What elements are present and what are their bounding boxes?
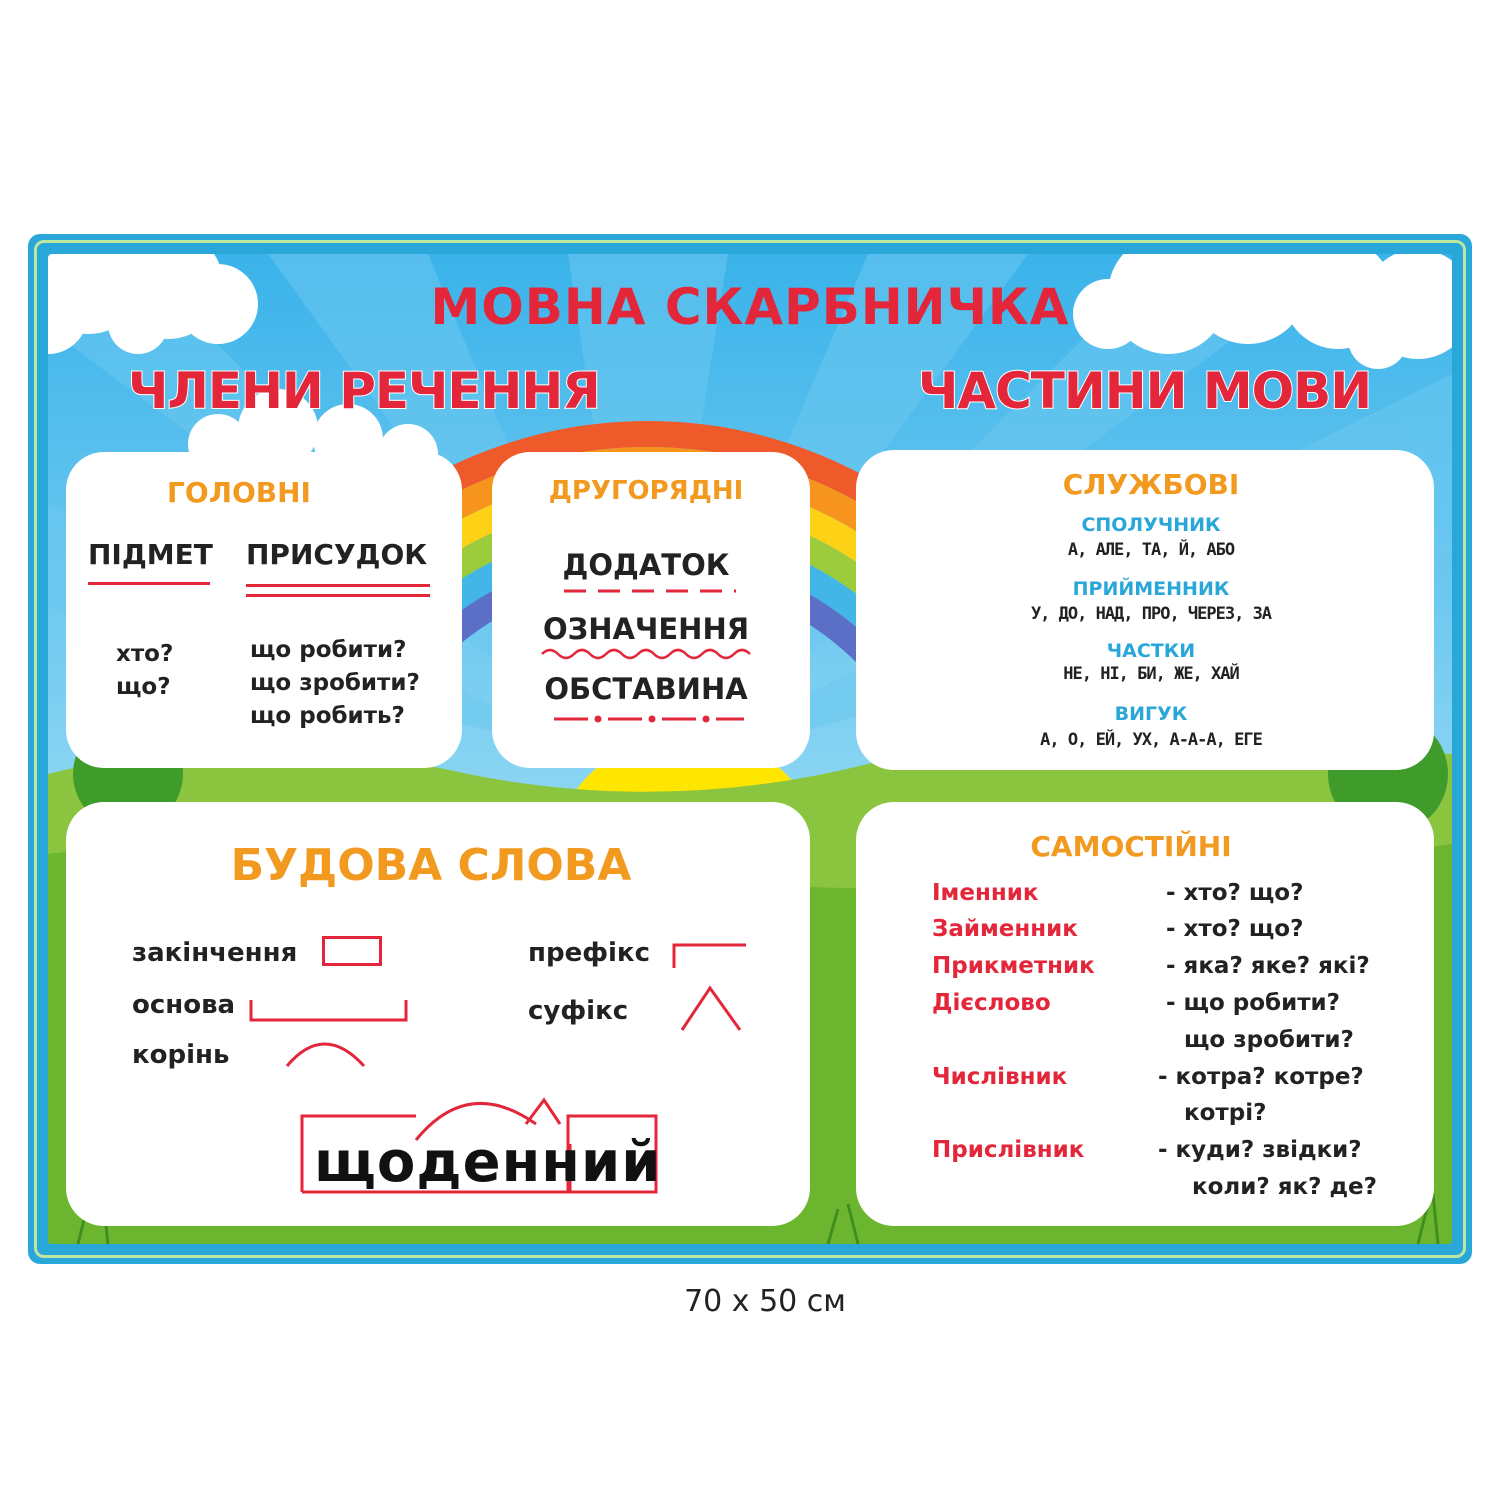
numeral-questions-2: котрі? — [1184, 1100, 1267, 1126]
parts-of-speech-title: ЧАСТИНИ МОВИ — [918, 362, 1372, 420]
stem-symbol — [248, 998, 410, 1024]
preposition-examples: У, ДО, НАД, ПРО, ЧЕРЕЗ, ЗА — [1030, 604, 1272, 624]
object-dashed-underline — [560, 586, 740, 596]
suffix-label: суфікс — [528, 996, 629, 1026]
adjective-questions: - яка? яке? які? — [1166, 953, 1370, 979]
predicate-question-1: що робити? — [250, 637, 407, 663]
ending-symbol — [322, 936, 382, 966]
suffix-symbol — [678, 984, 744, 1034]
noun-label: Іменник — [932, 880, 1039, 906]
attribute-label: ОЗНАЧЕННЯ — [542, 612, 750, 646]
numeral-label: Числівник — [932, 1064, 1068, 1090]
adverb-questions-2: коли? як? де? — [1192, 1174, 1377, 1200]
function-words-heading: СЛУЖБОВІ — [1062, 468, 1240, 501]
poster-size-caption: 70 х 50 см — [684, 1284, 846, 1319]
adverb-questions-1: - куди? звідки? — [1158, 1137, 1362, 1163]
adverbial-label: ОБСТАВИНА — [544, 672, 748, 706]
root-label: корінь — [132, 1040, 230, 1070]
word-structure-heading: БУДОВА СЛОВА — [230, 840, 632, 891]
root-symbol — [284, 1036, 368, 1070]
sentence-members-title: ЧЛЕНИ РЕЧЕННЯ — [128, 362, 600, 420]
ending-label: закінчення — [132, 938, 298, 968]
conjunction-examples: А, АЛЕ, ТА, Й, АБО — [1067, 540, 1235, 560]
preposition-heading: ПРИЙМЕННИК — [1072, 578, 1230, 600]
predicate-underline-2 — [246, 594, 430, 597]
pronoun-label: Займенник — [932, 916, 1078, 942]
attribute-wavy-underline — [540, 646, 758, 662]
verb-questions-1: - що робити? — [1166, 990, 1341, 1016]
example-word-diagram — [302, 1114, 662, 1202]
prefix-symbol — [670, 940, 750, 970]
subject-label: ПІДМЕТ — [88, 538, 213, 571]
predicate-question-2: що зробити? — [250, 670, 420, 696]
object-label: ДОДАТОК — [562, 548, 730, 582]
example-word: щоденний — [314, 1130, 662, 1195]
adverb-label: Прислівник — [932, 1137, 1085, 1163]
verb-label: Дієслово — [932, 990, 1051, 1016]
subject-underline — [88, 582, 210, 585]
noun-questions: - хто? що? — [1166, 880, 1304, 906]
interjection-heading: ВИГУК — [1114, 703, 1188, 725]
subject-question-1: хто? — [116, 641, 174, 667]
independent-parts-heading: САМОСТІЙНІ — [1030, 830, 1232, 863]
poster-title: МОВНА СКАРБНИЧКА — [430, 278, 1070, 336]
pronoun-questions: - хто? що? — [1166, 916, 1304, 942]
stem-label: основа — [132, 990, 236, 1020]
subject-question-2: що? — [116, 674, 171, 700]
verb-questions-2: що зробити? — [1184, 1027, 1354, 1053]
adjective-label: Прикметник — [932, 953, 1095, 979]
adverbial-dash-dot-underline — [552, 712, 746, 726]
main-members-heading: ГОЛОВНІ — [167, 476, 311, 509]
predicate-label: ПРИСУДОК — [246, 538, 428, 571]
numeral-questions-1: - котра? котре? — [1158, 1064, 1364, 1090]
prefix-label: префікс — [528, 938, 650, 968]
predicate-question-3: що робить? — [250, 703, 405, 729]
particles-examples: НЕ, НІ, БИ, ЖЕ, ХАЙ — [1063, 664, 1239, 684]
interjection-examples: А, О, ЕЙ, УХ, А-А-А, ЕГЕ — [1040, 730, 1262, 750]
predicate-underline-1 — [246, 584, 430, 587]
secondary-members-heading: ДРУГОРЯДНІ — [548, 476, 744, 506]
conjunction-heading: СПОЛУЧНИК — [1081, 514, 1221, 536]
particles-heading: ЧАСТКИ — [1106, 640, 1196, 662]
